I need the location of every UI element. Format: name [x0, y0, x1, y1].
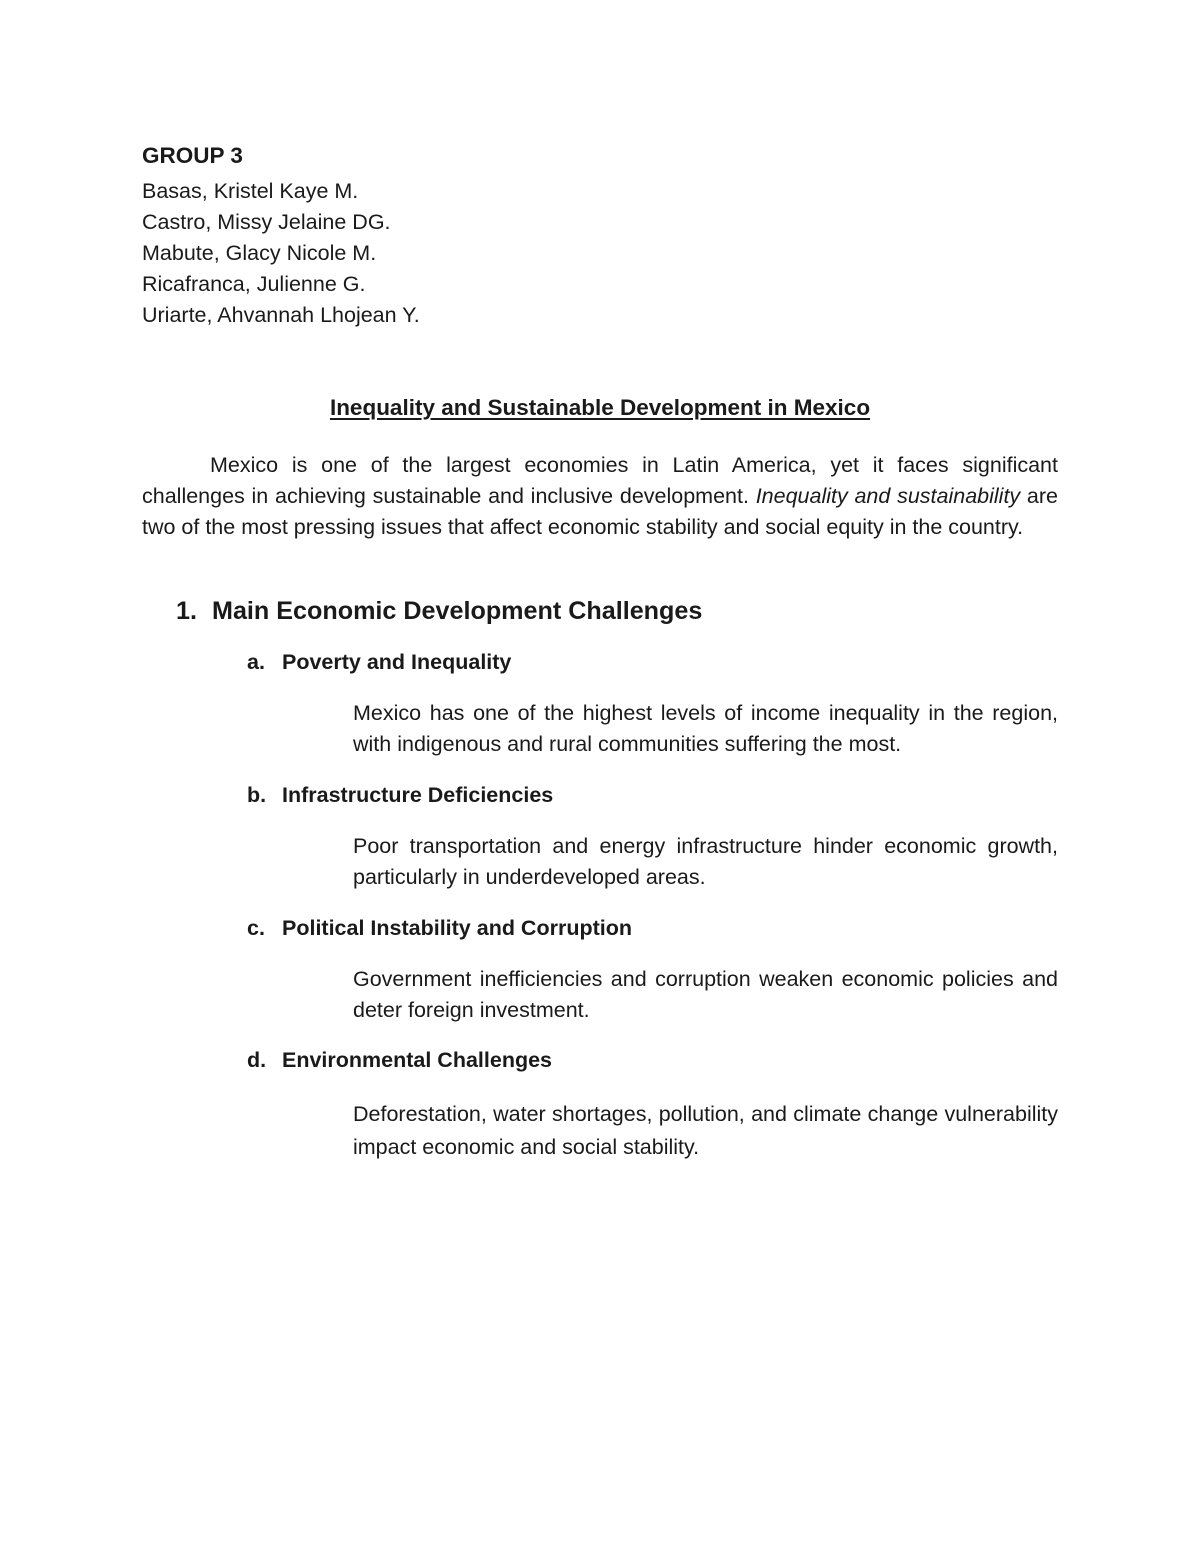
- member-list: [142, 176, 420, 331]
- subsection-body-environmental: Deforestation, water shortages, pollution, and climate change vulnerability impact economic and social stability.: [353, 1102, 1058, 1159]
- section-number: 1.: [176, 597, 197, 625]
- subsection-letter: a.: [247, 650, 265, 674]
- document-title: Inequality and Sustainable Development in Mexico: [329, 395, 871, 420]
- group-title: GROUP 3: [142, 143, 243, 168]
- intro-paragraph: [142, 450, 1058, 543]
- intro-italic-phrase: Inequality and sustainability: [755, 484, 1021, 508]
- subsection-heading-text: Poverty and Inequality: [282, 650, 512, 674]
- member-name: Castro, Missy Jelaine DG.: [142, 210, 391, 234]
- intro-text-end: are two of the most pressing issues that affect economic stability and social equity in the country.: [142, 484, 1058, 539]
- subsection-heading-text: Political Instability and Corruption: [282, 916, 632, 940]
- subsection-heading-poverty: [247, 648, 511, 676]
- subsection-body-poverty: Mexico has one of the highest levels of income inequality in the region, with indigenous and rural communities suffering the most.: [353, 701, 1058, 756]
- member-name: Uriarte, Ahvannah Lhojean Y.: [142, 303, 420, 327]
- subsection-heading-text: Environmental Challenges: [282, 1048, 553, 1072]
- intro-text-start: Mexico is one of the largest economies in Latin America, yet it faces significant challenges in achieving sustainable and inclusive development.: [142, 453, 1058, 508]
- subsection-body-infrastructure: Poor transportation and energy infrastructure hinder economic growth, particularly in underdeveloped areas.: [353, 834, 1058, 889]
- subsection-heading-environmental: [247, 1046, 552, 1074]
- subsection-heading-text: Infrastructure Deficiencies: [282, 783, 554, 807]
- subsection-heading-infrastructure: [247, 781, 553, 809]
- member-name: Basas, Kristel Kaye M.: [142, 179, 359, 203]
- section-heading: [176, 597, 702, 625]
- section-heading-text: Main Economic Development Challenges: [212, 597, 703, 625]
- subsection-letter: b.: [247, 783, 267, 807]
- subsection-body-political: Government inefficiencies and corruption weaken economic policies and deter foreign investment.: [353, 967, 1058, 1022]
- subsection-letter: d.: [247, 1048, 267, 1072]
- subsection-heading-political: [247, 914, 632, 942]
- member-name: Ricafranca, Julienne G.: [142, 272, 366, 296]
- member-name: Mabute, Glacy Nicole M.: [142, 241, 377, 265]
- subsection-letter: c.: [247, 916, 265, 940]
